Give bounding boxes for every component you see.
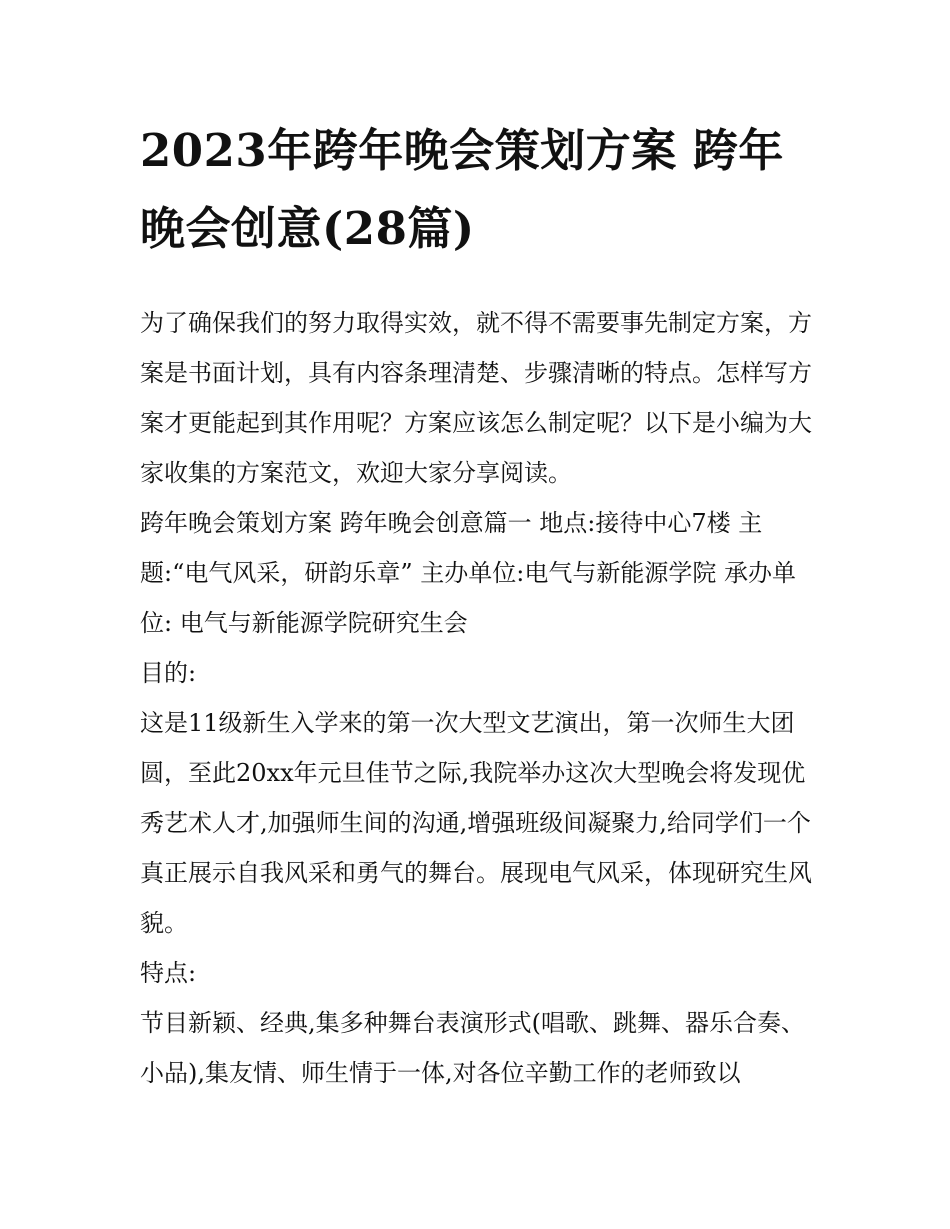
paragraph-features-heading: 特点:: [140, 959, 197, 987]
paragraph-event-info: 跨年晚会策划方案 跨年晚会创意篇一 地点:接待中心7楼 主题:“电气风采，研韵乐章” 主办单位:电气与新能源学院 承办单位: 电气与新能源学院研究生会: [140, 509, 796, 637]
document-title: 2023年跨年晚会策划方案 跨年晚会创意(28篇): [140, 124, 784, 255]
document-page: [140, 112, 820, 1098]
paragraph-features: 节目新颖、经典,集多种舞台表演形式(唱歌、跳舞、器乐合奏、小品),集友情、师生情于一体,对各位辛勤工作的老师致以: [140, 1009, 805, 1087]
paragraph-intro: 为了确保我们的努力取得实效，就不得不需要事先制定方案，方案是书面计划，具有内容条理清楚、步骤清晰的特点。怎样写方案才更能起到其作用呢？方案应该怎么制定呢？以下是小编为大家收集的方案范文，欢迎大家分享阅读。: [140, 309, 812, 487]
paragraph-purpose-heading: 目的:: [140, 659, 197, 687]
paragraph-purpose: 这是11级新生入学来的第一次大型文艺演出，第一次师生大团圆，至此20xx年元旦佳节之际,我院举办这次大型晚会将发现优秀艺术人才,加强师生间的沟通,增强班级间凝聚力,给同学们一个真正展示自我风采和勇气的舞台。展现电气风采，体现研究生风貌。: [140, 709, 812, 937]
document-body: [140, 298, 820, 1098]
